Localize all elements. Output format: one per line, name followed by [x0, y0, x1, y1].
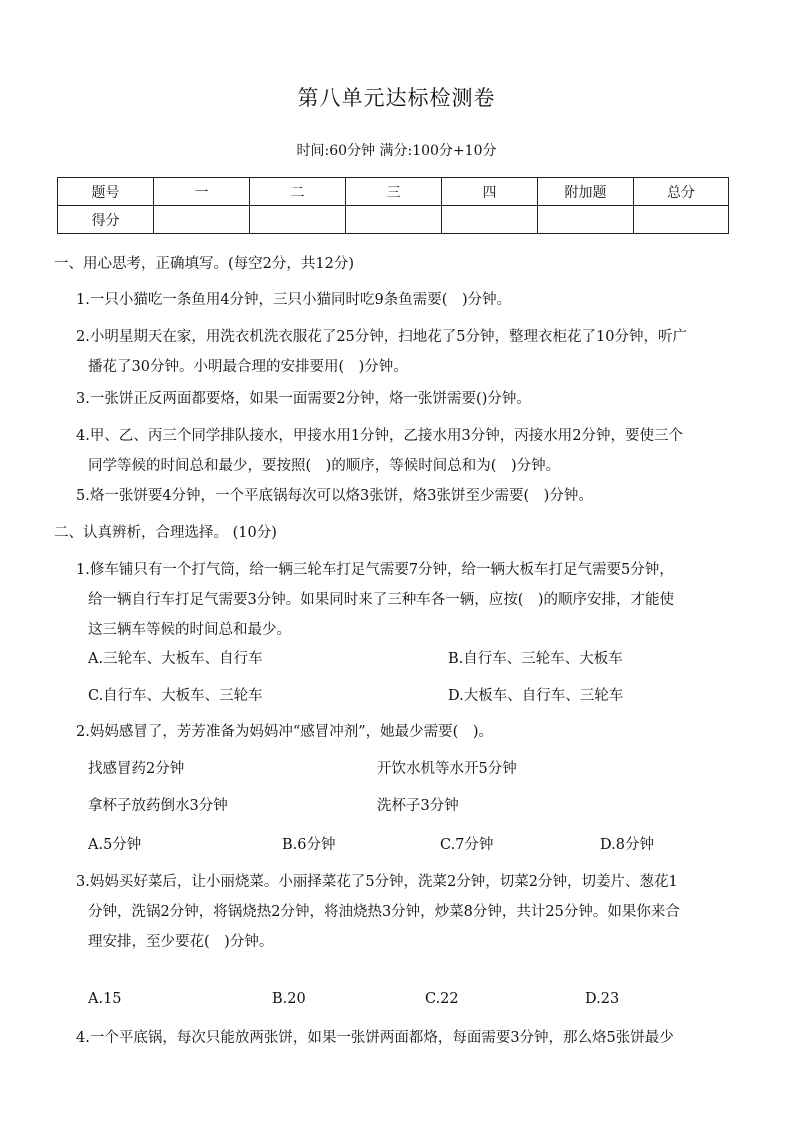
table-header-cell: 附加题: [538, 178, 634, 206]
s2-q3-option-c: C.22: [425, 991, 459, 1007]
s2-q2-option-a: A.5分钟: [88, 837, 142, 853]
section1-heading: 一、用心思考，正确填写。(每空2分，共12分): [54, 256, 354, 272]
s2-q1-option-d: D.大板车、自行车、三轮车: [448, 688, 624, 704]
s2-q2-option-c: C.7分钟: [440, 837, 494, 853]
score-cell[interactable]: [442, 206, 538, 234]
table-header-cell: 总分: [634, 178, 729, 206]
exam-info: 时间:60分钟 满分:100分+10分: [296, 143, 497, 159]
s1-question-2-line2: 播花了30分钟。小明最合理的安排要用( )分钟。: [88, 359, 408, 375]
s2-q2-task-4: 洗杯子3分钟: [377, 798, 459, 814]
s1-question-5: 5.烙一张饼要4分钟，一个平底锅每次可以烙3张饼，烙3张饼至少需要( )分钟。: [76, 488, 593, 504]
s1-question-3: 3.一张饼正反两面都要烙，如果一面需要2分钟，烙一张饼需要()分钟。: [76, 391, 531, 407]
table-header-cell: 一: [154, 178, 250, 206]
s2-question-1-line1: 1.修车铺只有一个打气筒，给一辆三轮车打足气需要7分钟，给一辆大板车打足气需要5分钟，: [76, 562, 674, 578]
score-cell[interactable]: [154, 206, 250, 234]
s2-question-3-line3: 理安排，至少要花( )分钟。: [88, 934, 274, 950]
page-title: 第八单元达标检测卷: [297, 86, 496, 110]
table-header-cell: 二: [250, 178, 346, 206]
s2-q3-option-a: A.15: [88, 991, 122, 1007]
score-table: [57, 177, 729, 234]
table-header-cell: 四: [442, 178, 538, 206]
score-cell[interactable]: [634, 206, 729, 234]
score-cell[interactable]: [538, 206, 634, 234]
table-header-cell: 三: [346, 178, 442, 206]
s2-q3-option-d: D.23: [585, 991, 620, 1007]
score-cell[interactable]: [250, 206, 346, 234]
s2-question-2: 2.妈妈感冒了，芳芳准备为妈妈冲“感冒冲剂”，她最少需要( )。: [76, 724, 493, 740]
s2-q2-task-3: 拿杯子放药倒水3分钟: [88, 798, 228, 814]
s2-q1-option-c: C.自行车、大板车、三轮车: [88, 688, 263, 704]
table-header-cell: 题号: [58, 178, 154, 206]
score-table-header-row: [58, 178, 729, 206]
score-table-score-row: [58, 206, 729, 234]
s2-q1-option-b: B.自行车、三轮车、大板车: [448, 651, 623, 667]
s2-q1-option-a: A.三轮车、大板车、自行车: [88, 651, 263, 667]
s1-question-4-line2: 同学等候的时间总和最少，要按照( )的顺序，等候时间总和为( )分钟。: [88, 458, 561, 474]
s2-question-3-line2: 分钟，洗锅2分钟，将锅烧热2分钟，将油烧热3分钟，炒菜8分钟，共计25分钟。如果你来合: [88, 904, 680, 920]
s2-q2-option-d: D.8分钟: [600, 837, 654, 853]
s1-question-1: 1.一只小猫吃一条鱼用4分钟，三只小猫同时吃9条鱼需要( )分钟。: [76, 292, 512, 308]
s2-question-3-line1: 3.妈妈买好菜后，让小丽烧菜。小丽择菜花了5分钟，洗菜2分钟，切菜2分钟，切姜片、葱花1: [76, 874, 678, 890]
s2-question-4-line1: 4.一个平底锅，每次只能放两张饼，如果一张饼两面都烙，每面需要3分钟，那么烙5张饼最少: [76, 1030, 674, 1046]
s2-q2-task-2: 开饮水机等水开5分钟: [377, 761, 517, 777]
s1-question-4-line1: 4.甲、乙、丙三个同学排队接水，甲接水用1分钟，乙接水用3分钟，丙接水用2分钟，要使三个: [76, 428, 684, 444]
s2-q2-option-b: B.6分钟: [282, 837, 336, 853]
s2-q3-option-b: B.20: [272, 991, 306, 1007]
s1-question-2-line1: 2.小明星期天在家，用洗衣机洗衣服花了25分钟，扫地花了5分钟，整理衣柜花了10分钟，听广: [76, 329, 687, 345]
s2-question-1-line2: 给一辆自行车打足气需要3分钟。如果同时来了三种车各一辆，应按( )的顺序安排，才能使: [88, 592, 675, 608]
score-cell[interactable]: [346, 206, 442, 234]
s2-question-1-line3: 这三辆车等候的时间总和最少。: [88, 622, 291, 638]
s2-q2-task-1: 找感冒药2分钟: [88, 761, 185, 777]
section2-heading: 二、认真辨析，合理选择。 (10分): [54, 525, 277, 541]
table-row-label: 得分: [58, 206, 154, 234]
